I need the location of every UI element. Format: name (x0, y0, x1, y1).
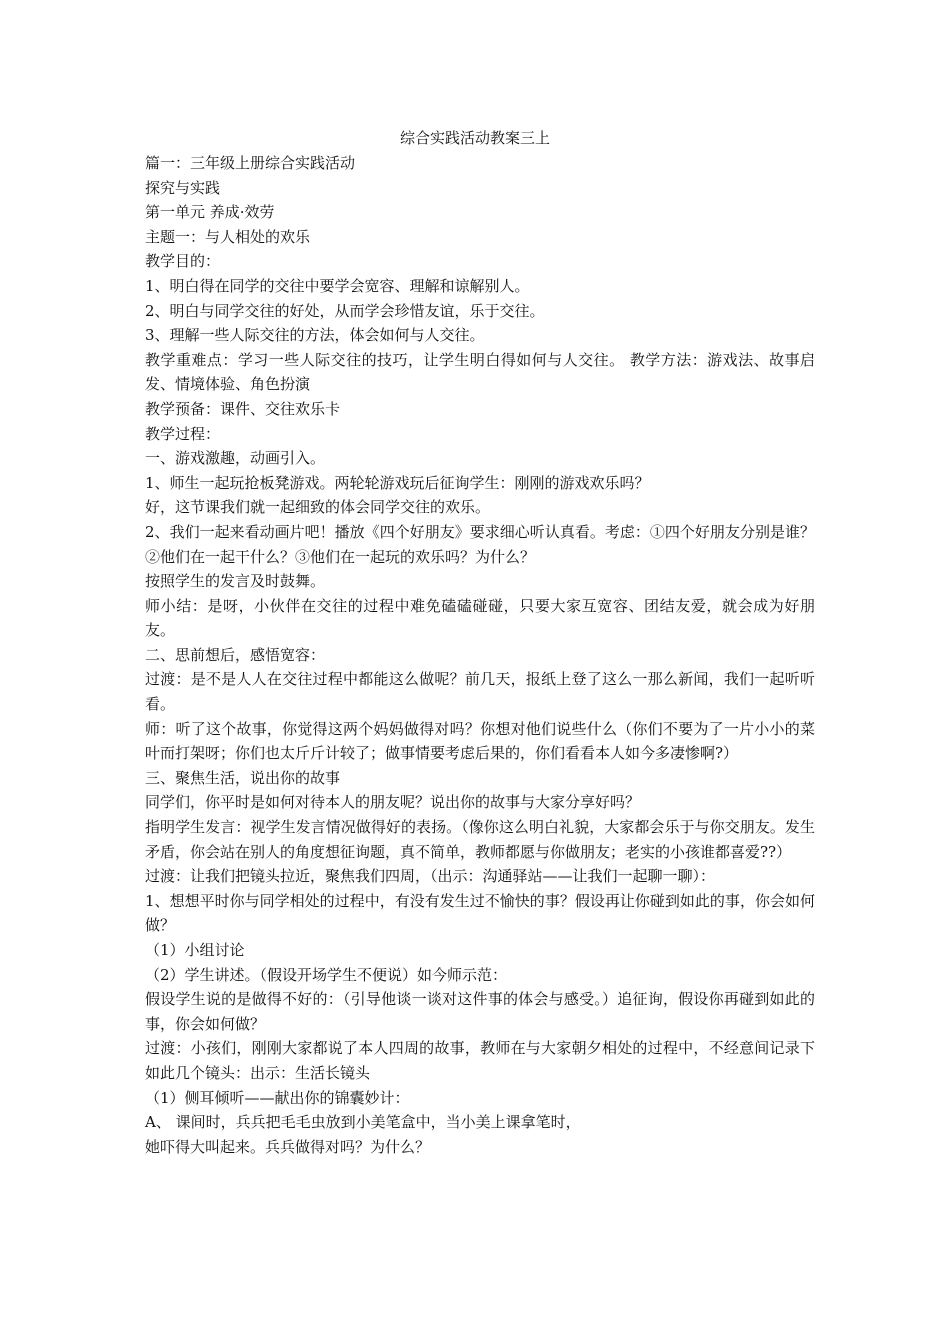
paragraph: 她吓得大叫起来。兵兵做得对吗？为什么？ (145, 1137, 431, 1156)
paragraph: 探究与实践 (145, 178, 221, 197)
document-body (145, 151, 815, 1159)
paragraph: 1、想想平时你与同学相处的过程中，有没有发生过不愉快的事？假设再让你碰到如此的事，你会如何做？ (145, 891, 815, 935)
paragraph: 教学预备：课件、交往欢乐卡 (145, 399, 341, 418)
paragraph: 二、思前想后，感悟宽容： (145, 645, 326, 664)
paragraph: 同学们，你平时是如何对待本人的朋友呢？说出你的故事与大家分享好吗？ (145, 793, 641, 812)
paragraph: 教学目的： (145, 252, 221, 271)
paragraph: 过渡：是不是人人在交往过程中都能这么做呢？前几天，报纸上登了这么一那么新闻，我们一起听听看。 (145, 670, 815, 714)
paragraph: 师：听了这个故事，你觉得这两个妈妈做得对吗？你想对他们说些什么（你们不要为了一片小小的菜叶而打架呀；你们也太斤斤计较了；做事情要考虑后果的，你们看看本人如今多凄惨啊?） (145, 719, 815, 763)
paragraph: 过渡：小孩们，刚刚大家都说了本人四周的故事，教师在与大家朝夕相处的过程中，不经意间记录下如此几个镜头：出示：生活长镜头 (145, 1039, 815, 1082)
paragraph: 按照学生的发言及时鼓舞。 (145, 572, 326, 591)
paragraph: 过渡：让我们把镜头拉近，聚焦我们四周，（出示：沟通驿站——让我们一起聊一聊）： (145, 867, 716, 886)
paragraph: 三、聚焦生活，说出你的故事 (145, 768, 341, 787)
paragraph: 教学过程： (145, 424, 221, 443)
paragraph: 3、理解一些人际交往的方法，体会如何与人交往。 (145, 326, 485, 345)
paragraph: 假设学生说的是做得不好的：（引导他谈一谈对这件事的体会与感受。）追征询，假设你再碰到如此的事，你会如何做？ (145, 990, 815, 1033)
paragraph: 教学重难点：学习一些人际交往的技巧，让学生明白得如何与人交往。 教学方法：游戏法、故事启发、情境体验、角色扮演 (145, 350, 815, 394)
paragraph: （1）侧耳倾听——献出你的锦囊妙计： (145, 1088, 410, 1107)
paragraph: （1）小组讨论 (145, 941, 245, 959)
paragraph: 师小结：是呀，小伙伴在交往的过程中难免磕磕碰碰，只要大家互宽容、团结友爱，就会成为好朋友。 (145, 596, 815, 640)
paragraph: 一、游戏激趣，动画引入。 (145, 449, 326, 468)
paragraph: 2、明白与同学交往的好处，从而学会珍惜友谊，乐于交往。 (145, 301, 545, 320)
paragraph: A、 课间时，兵兵把毛毛虫放到小美笔盒中，当小美上课拿笔时， (145, 1113, 581, 1132)
paragraph: 篇一：三年级上册综合实践活动 (145, 154, 356, 172)
paragraph: 指明学生发言：视学生发言情况做得好的表扬。（像你这么明白礼貌，大家都会乐于与你交朋友。发生矛盾，你会站在别人的角度想征询题，真不简单，教师都愿与你做朋友；老实的小孩谁都喜爱??） (145, 818, 815, 861)
paragraph: （2）学生讲述。（假设开场学生不便说）如今师示范： (145, 965, 508, 984)
paragraph: 2、我们一起来看动画片吧！播放《四个好朋友》要求细心听认真看。考虑：①四个好朋友分别是谁？②他们在一起干什么？③他们在一起玩的欢乐吗？为什么？ (145, 522, 815, 566)
paragraph: 好，这节课我们就一起细致的体会同学交往的欢乐。 (145, 498, 491, 517)
paragraph: 主题一：与人相处的欢乐 (145, 227, 311, 246)
paragraph: 第一单元 养成·效劳 (145, 203, 275, 222)
document-title: 综合实践活动教案三上 (399, 129, 550, 147)
paragraph: 1、明白得在同学的交往中要学会宽容、理解和谅解别人。 (145, 276, 530, 295)
paragraph: 1、师生一起玩抢板凳游戏。两轮轮游戏玩后征询学生：刚刚的游戏欢乐吗？ (145, 473, 650, 492)
